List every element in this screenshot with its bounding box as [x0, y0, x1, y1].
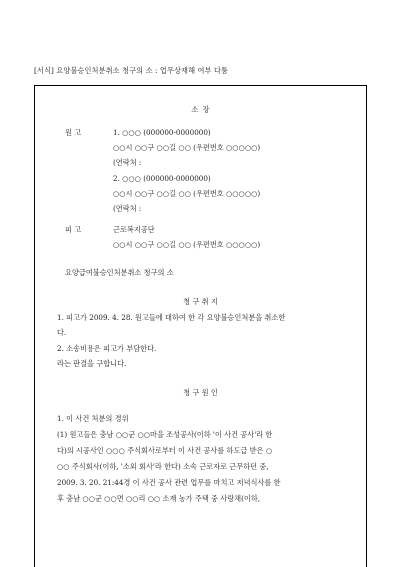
claim-item-1-line-2: 다.	[57, 328, 67, 337]
plaintiff-1-contact: (연락처 :	[113, 158, 142, 167]
plaintiff-1-name: 1. ○○○ (000000-0000000)	[113, 128, 211, 137]
cause-line: 다)의 시공사인 ○○○ 주식회사로부터 이 사건 공사를 하도급 받은 ○	[57, 446, 273, 455]
cause-line: (1) 원고들은 충남 ○○군 ○○마을 조성공사(이하 '이 사건 공사'라 한	[57, 430, 273, 439]
cause-title: 청 구 원 인	[183, 388, 218, 397]
document-heading: [서식] 요양불승인처분취소 청구의 소 : 업무상재해 여부 다툼	[34, 66, 229, 75]
plaintiff-2-name: 2. ○○○ (000000-0000000)	[113, 174, 211, 183]
defendant-name: 근로복지공단	[113, 225, 155, 234]
cause-line: 2009. 3. 20. 21:44경 이 사건 공사 관련 업무를 마치고 저녁식사를 한	[57, 478, 281, 487]
plaintiff-2-contact: (연락처 :	[113, 204, 142, 213]
defendant-label: 피 고	[65, 225, 82, 234]
plaintiff-2-address: ○○시 ○○구 ○○길 ○○ (우편번호 ○○○○○)	[113, 189, 261, 198]
cause-line: 후 충남 ○○군 ○○면 ○○리 ○○ 소재 농가 주택 중 사랑채(이하,	[57, 494, 261, 503]
case-name: 요양급여불승인처분취소 청구의 소	[65, 268, 174, 277]
claim-item-2: 2. 소송비용은 피고가 부담한다.	[57, 344, 157, 353]
claim-closing: 라는 판결을 구합니다.	[57, 359, 127, 368]
document-title: 소 장	[191, 105, 210, 114]
plaintiff-1-address: ○○시 ○○구 ○○길 ○○ (우편번호 ○○○○○)	[113, 143, 261, 152]
defendant-address: ○○시 ○○구 ○○길 ○○ (우편번호 ○○○○○)	[113, 240, 261, 249]
plaintiff-label: 원 고	[65, 128, 82, 137]
claim-title: 청 구 취 지	[183, 297, 218, 306]
complaint-form	[34, 85, 367, 567]
cause-line: ○○ 주식회사(이하, '소외 회사'라 한다) 소속 근로자로 근무하던 중,	[57, 462, 269, 471]
claim-item-1-line-1: 1. 피고가 2009. 4. 28. 원고들에 대하여 한 각 요양불승인처분을 취소한	[57, 313, 286, 322]
cause-section-1: 1. 이 사건 처분의 경위	[57, 414, 129, 423]
